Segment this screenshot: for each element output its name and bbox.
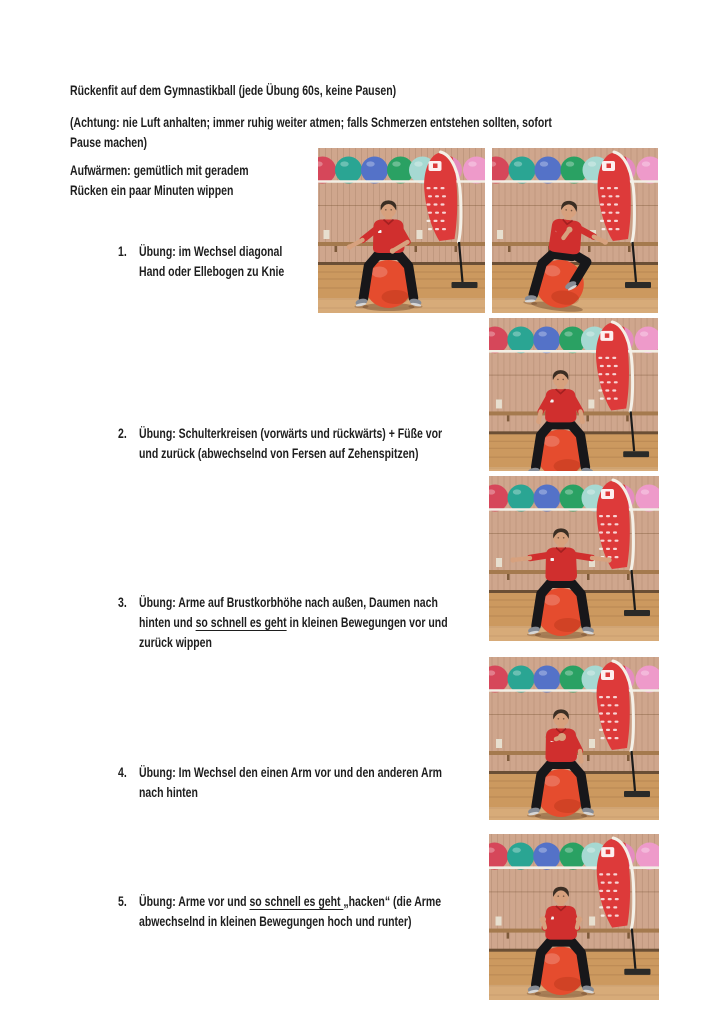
gym-scene-graphic <box>318 148 485 313</box>
warmup-note <box>70 160 308 200</box>
exercise-text-line: und zurück (abwechselnd von Fersen auf Zehenspitzen) <box>139 445 419 461</box>
exercise-number: 4. <box>118 764 127 780</box>
exercise-text-line: Übung: Schulterkreisen (vorwärts und rückwärts) + Füße vor <box>139 425 443 441</box>
exercise-text-line: Übung: Im Wechsel den einen Arm vor und den anderen Arm <box>139 764 442 780</box>
exercise-text-line: Hand oder Ellebogen zu Knie <box>139 263 285 279</box>
exercise-3-photo <box>489 476 659 641</box>
gym-scene-graphic <box>492 148 658 313</box>
gym-scene-graphic <box>489 657 659 820</box>
exercise-text-line: nach hinten <box>139 784 198 800</box>
exercise-number: 1. <box>118 243 127 259</box>
exercise-number: 2. <box>118 425 127 441</box>
exercise-text-line: abwechselnd in kleinen Bewegungen hoch und runter) <box>139 913 412 929</box>
exercise-text-line: Übung: im Wechsel diagonal <box>139 243 283 259</box>
exercise-text <box>139 762 543 802</box>
page-title-text: Rückenfit auf dem Gymnastikball (jede Übung 60s, keine Pausen) <box>70 82 397 98</box>
gym-scene-graphic <box>489 834 659 1000</box>
gym-scene-graphic <box>489 476 659 641</box>
exercise-text-line: zurück wippen <box>139 634 212 650</box>
exercise-4-photo <box>489 657 659 820</box>
text-line: Pause machen) <box>70 134 148 150</box>
exercise-text <box>139 891 542 931</box>
page-title <box>70 80 505 100</box>
exercise-text <box>139 423 543 463</box>
text-line: Rücken ein paar Minuten wippen <box>70 182 234 198</box>
exercise-text-line: hinten und so schnell es geht in kleinen Bewegungen vor und <box>139 614 448 630</box>
exercise-text <box>139 241 333 281</box>
exercise-number: 5. <box>118 893 127 909</box>
exercise-text-line: Übung: Arme vor und so schnell es geht „hacken“ (die Arme <box>139 893 442 909</box>
text-line: (Achtung: nie Luft anhalten; immer ruhig weiter atmen; falls Schmerzen entstehen sollten, sofort <box>70 114 552 130</box>
text-line: Aufwärmen: gemütlich mit geradem <box>70 162 249 178</box>
exercise-number: 3. <box>118 594 127 610</box>
exercise-5-photo <box>489 834 659 1000</box>
exercise-text-line: Übung: Arme auf Brustkorbhöhe nach außen, Daumen nach <box>139 594 438 610</box>
exercise-1-photo-left <box>318 148 485 313</box>
exercise-1-photo-right <box>492 148 658 313</box>
warning-note <box>70 112 703 152</box>
gym-scene-graphic <box>489 318 658 471</box>
exercise-2-photo <box>489 318 658 471</box>
